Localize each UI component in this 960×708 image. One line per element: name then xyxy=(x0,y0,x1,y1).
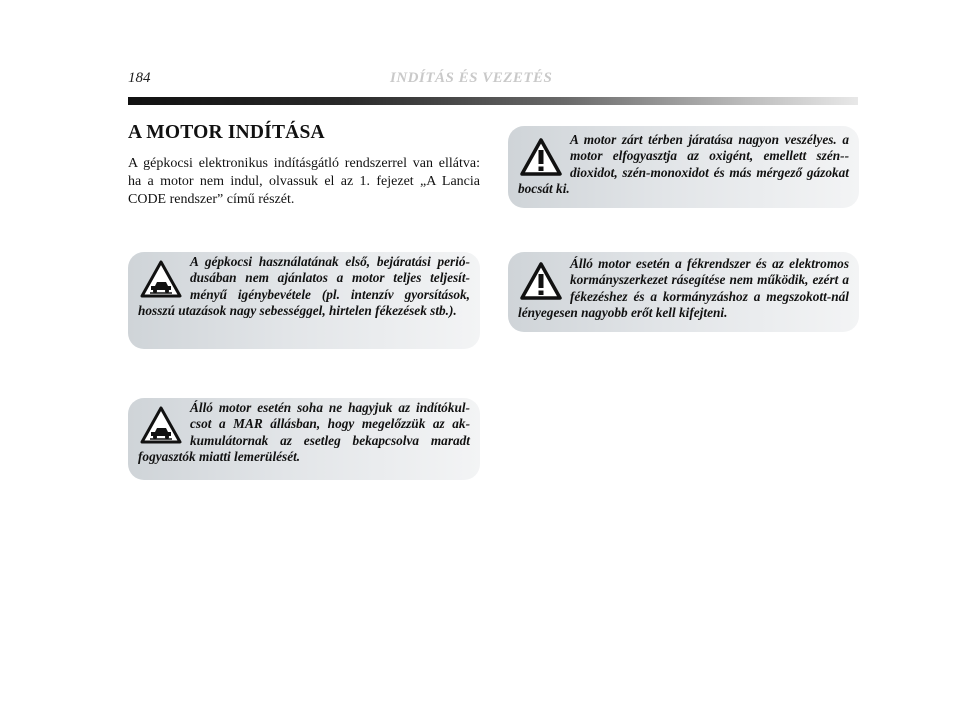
car-damage-warning-icon xyxy=(138,256,184,302)
danger-exclamation-icon xyxy=(518,258,564,304)
warning-note-break-in xyxy=(128,252,480,349)
warning-note-ignition-key xyxy=(128,398,480,480)
danger-note-enclosed-space xyxy=(508,126,859,208)
page-number: 184 xyxy=(128,70,151,86)
car-damage-warning-icon xyxy=(138,402,184,448)
danger-exclamation-icon xyxy=(518,134,564,180)
note-text: Álló motor esetén a fékrendszer és az elektromos kormányszerkezet rásegítése nem működik, ezért a fékezéshez és a kormányzáshoz a megszokott-nál lényegesen nagyobb erőt kell kifejteni. xyxy=(518,256,849,320)
note-text: A motor zárt térben járatása nagyon veszélyes. a motor elfogyasztja az oxigént, emellett szén--dioxidot, szén-monoxidot és más mérgező gázokat bocsát ki. xyxy=(518,132,849,196)
section-body: A gépkocsi elektronikus indításgátló rendszerrel van ellátva: ha a motor nem indul, olvassuk el az 1. fejezet „A Lancia CODE rendszer” című részét. xyxy=(128,156,480,207)
running-title: INDÍTÁS ÉS VEZETÉS xyxy=(390,70,553,86)
note-text: A gépkocsi használatának első, bejáratási perió-dusában nem ajánlatos a motor teljes teljesít-ményű igénybevétele (pl. intenzív gyorsítások, hosszú utazások nagy sebességgel, hirtelen fékezések stb.). xyxy=(138,254,470,318)
header-rule xyxy=(128,97,858,105)
danger-note-stopped-engine xyxy=(508,252,859,332)
section-title: A MOTOR INDÍTÁSA xyxy=(128,122,325,143)
note-text: Álló motor esetén soha ne hagyjuk az indítókul-csot a MAR állásban, hogy megelőzzük az ak-kumulátornak az esetleg bekapcsolva maradt fogyasztók miatti lemerülését. xyxy=(138,400,470,464)
